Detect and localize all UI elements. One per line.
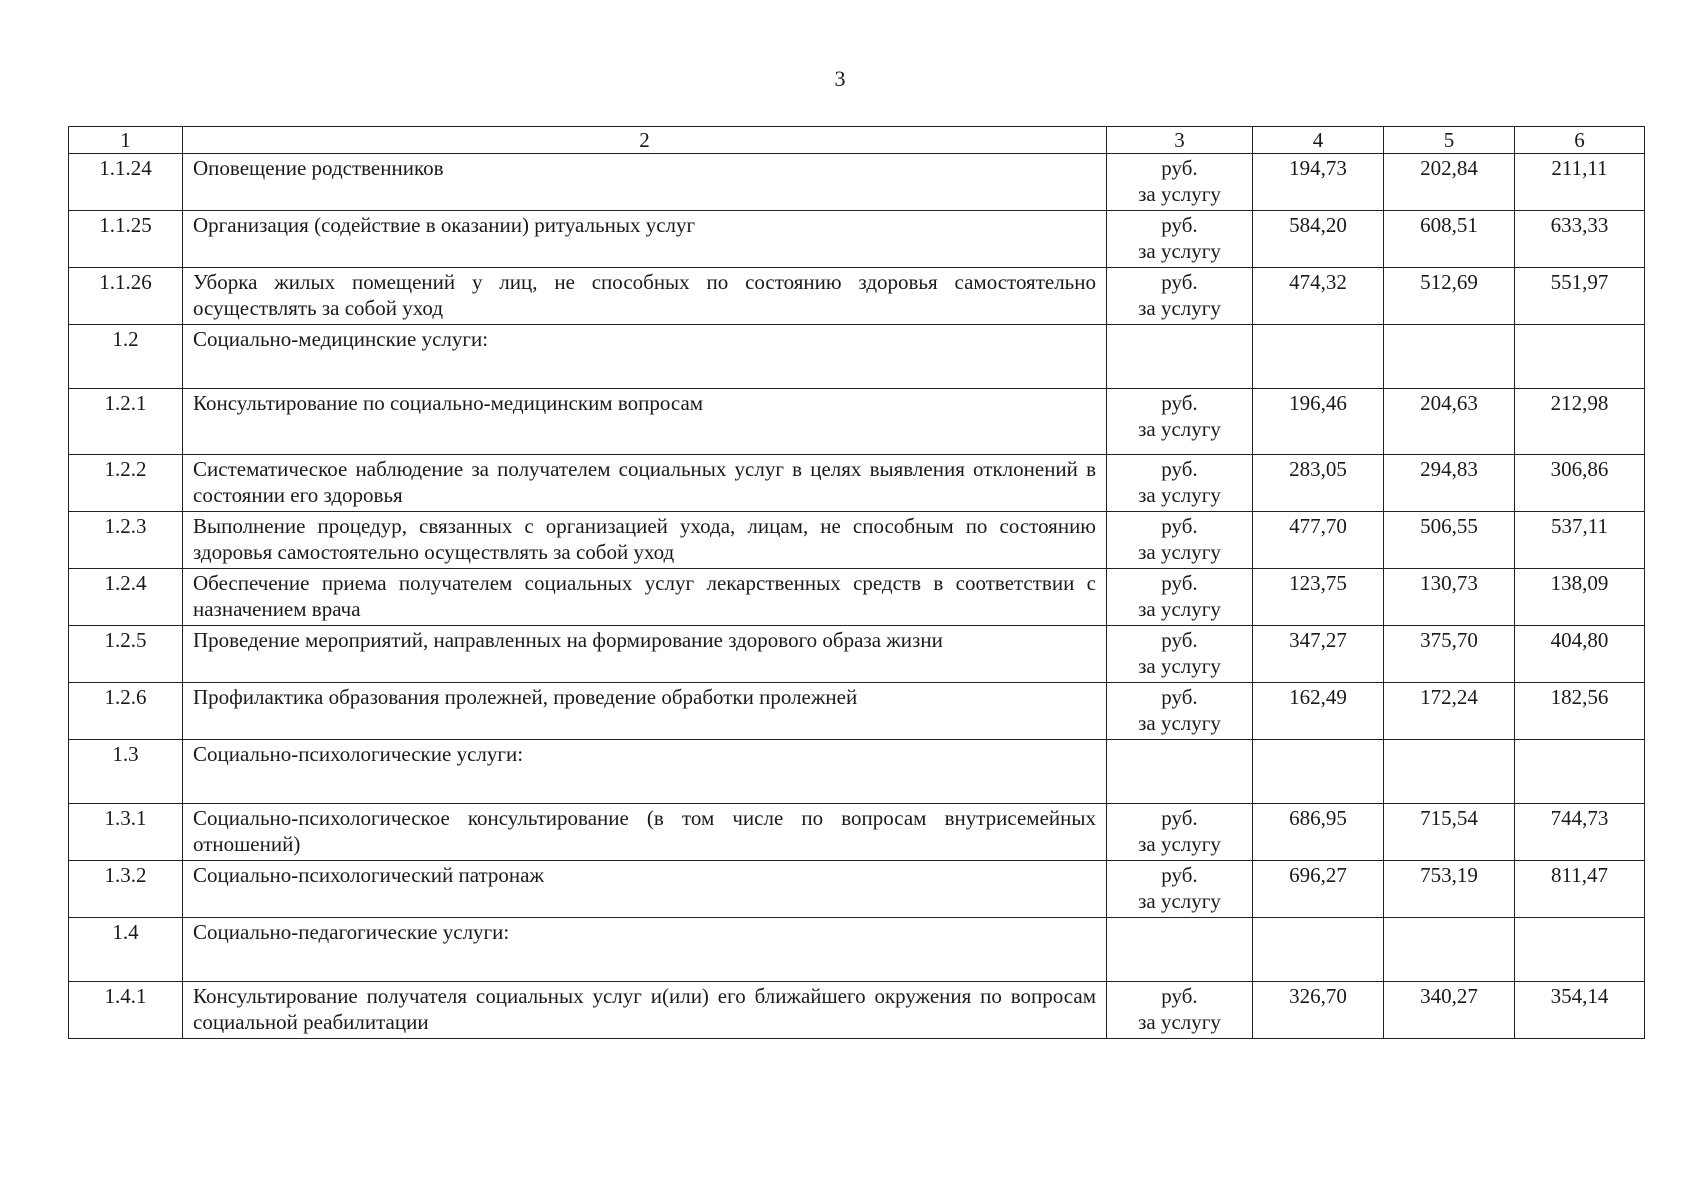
tariff-value-cell [1515,918,1645,982]
tariff-value-cell: 204,63 [1384,389,1515,455]
tariff-value-cell [1253,740,1384,804]
tariff-value-cell: 347,27 [1253,626,1384,683]
service-description-cell: Социально-психологическое консультирование (в том числе по вопросам внутрисемейных отношений) [183,804,1107,861]
column-header: 4 [1253,127,1384,154]
tariff-value-cell: 130,73 [1384,569,1515,626]
column-header: 6 [1515,127,1645,154]
unit-cell: руб. за услугу [1107,389,1253,455]
item-number-cell: 1.3 [69,740,183,804]
table-row [69,982,1645,1039]
service-description-cell: Уборка жилых помещений у лиц, не способных по состоянию здоровья самостоятельно осуществлять за собой уход [183,268,1107,325]
tariff-value-cell: 404,80 [1515,626,1645,683]
table-row [69,211,1645,268]
tariff-value-cell: 477,70 [1253,512,1384,569]
unit-cell [1107,740,1253,804]
tariff-value-cell: 211,11 [1515,154,1645,211]
tariff-value-cell: 537,11 [1515,512,1645,569]
tariff-value-cell [1253,325,1384,389]
unit-cell: руб. за услугу [1107,512,1253,569]
tariff-value-cell: 172,24 [1384,683,1515,740]
tariff-value-cell: 753,19 [1384,861,1515,918]
unit-cell: руб. за услугу [1107,455,1253,512]
item-number-cell: 1.3.1 [69,804,183,861]
tariff-table [68,126,1645,1039]
unit-cell: руб. за услугу [1107,211,1253,268]
tariff-value-cell: 551,97 [1515,268,1645,325]
column-header: 1 [69,127,183,154]
table-row [69,804,1645,861]
item-number-cell: 1.1.25 [69,211,183,268]
item-number-cell: 1.4.1 [69,982,183,1039]
tariff-value-cell: 162,49 [1253,683,1384,740]
service-description-cell: Профилактика образования пролежней, проведение обработки пролежней [183,683,1107,740]
unit-cell: руб. за услугу [1107,982,1253,1039]
unit-cell: руб. за услугу [1107,626,1253,683]
tariff-value-cell [1515,325,1645,389]
tariff-value-cell: 584,20 [1253,211,1384,268]
tariff-value-cell: 608,51 [1384,211,1515,268]
table-row [69,626,1645,683]
tariff-value-cell: 474,32 [1253,268,1384,325]
tariff-value-cell: 686,95 [1253,804,1384,861]
item-number-cell: 1.1.24 [69,154,183,211]
service-description-cell: Организация (содействие в оказании) ритуальных услуг [183,211,1107,268]
service-description-cell: Обеспечение приема получателем социальных услуг лекарственных средств в соответствии с назначением врача [183,569,1107,626]
tariff-value-cell: 196,46 [1253,389,1384,455]
unit-cell: руб. за услугу [1107,154,1253,211]
tariff-value-cell: 354,14 [1515,982,1645,1039]
item-number-cell: 1.3.2 [69,861,183,918]
table-row [69,569,1645,626]
tariff-value-cell [1515,740,1645,804]
tariff-value-cell: 633,33 [1515,211,1645,268]
table-row [69,455,1645,512]
tariff-value-cell: 194,73 [1253,154,1384,211]
unit-cell [1107,918,1253,982]
tariff-value-cell [1253,918,1384,982]
tariff-value-cell: 512,69 [1384,268,1515,325]
tariff-value-cell: 294,83 [1384,455,1515,512]
section-row [69,918,1645,982]
tariff-value-cell: 506,55 [1384,512,1515,569]
service-description-cell: Систематическое наблюдение за получателем социальных услуг в целях выявления отклонений в состоянии его здоровья [183,455,1107,512]
item-number-cell: 1.2.3 [69,512,183,569]
service-description-cell: Проведение мероприятий, направленных на формирование здорового образа жизни [183,626,1107,683]
service-description-cell: Социально-психологические услуги: [183,740,1107,804]
tariff-value-cell [1384,918,1515,982]
tariff-value-cell [1384,325,1515,389]
unit-cell [1107,325,1253,389]
tariff-value-cell: 715,54 [1384,804,1515,861]
tariff-value-cell: 138,09 [1515,569,1645,626]
column-header: 3 [1107,127,1253,154]
tariff-value-cell: 696,27 [1253,861,1384,918]
tariff-value-cell: 744,73 [1515,804,1645,861]
tariff-value-cell: 375,70 [1384,626,1515,683]
service-description-cell: Выполнение процедур, связанных с организацией ухода, лицам, не способным по состоянию здоровья самостоятельно осуществлять за собой уход [183,512,1107,569]
service-description-cell: Социально-психологический патронаж [183,861,1107,918]
tariff-value-cell: 202,84 [1384,154,1515,211]
item-number-cell: 1.2.6 [69,683,183,740]
table-header-row [69,127,1645,154]
tariff-value-cell: 811,47 [1515,861,1645,918]
column-header: 5 [1384,127,1515,154]
tariff-value-cell: 182,56 [1515,683,1645,740]
page-number: 3 [834,66,846,91]
tariff-value-cell [1384,740,1515,804]
service-description-cell: Социально-медицинские услуги: [183,325,1107,389]
item-number-cell: 1.4 [69,918,183,982]
table-row [69,683,1645,740]
item-number-cell: 1.2.5 [69,626,183,683]
column-header: 2 [183,127,1107,154]
section-row [69,740,1645,804]
unit-cell: руб. за услугу [1107,861,1253,918]
tariff-value-cell: 306,86 [1515,455,1645,512]
table-row [69,512,1645,569]
tariff-value-cell: 212,98 [1515,389,1645,455]
item-number-cell: 1.2 [69,325,183,389]
item-number-cell: 1.2.2 [69,455,183,512]
service-description-cell: Консультирование по социально-медицинским вопросам [183,389,1107,455]
tariff-value-cell: 326,70 [1253,982,1384,1039]
unit-cell: руб. за услугу [1107,569,1253,626]
table-row [69,154,1645,211]
tariff-value-cell: 123,75 [1253,569,1384,626]
item-number-cell: 1.2.4 [69,569,183,626]
tariff-value-cell: 283,05 [1253,455,1384,512]
item-number-cell: 1.1.26 [69,268,183,325]
table-row [69,861,1645,918]
item-number-cell: 1.2.1 [69,389,183,455]
tariff-value-cell: 340,27 [1384,982,1515,1039]
unit-cell: руб. за услугу [1107,683,1253,740]
service-description-cell: Социально-педагогические услуги: [183,918,1107,982]
service-description-cell: Оповещение родственников [183,154,1107,211]
unit-cell: руб. за услугу [1107,804,1253,861]
section-row [69,325,1645,389]
table-row [69,389,1645,455]
unit-cell: руб. за услугу [1107,268,1253,325]
service-description-cell: Консультирование получателя социальных услуг и(или) его ближайшего окружения по вопросам социальной реабилитации [183,982,1107,1039]
table-row [69,268,1645,325]
